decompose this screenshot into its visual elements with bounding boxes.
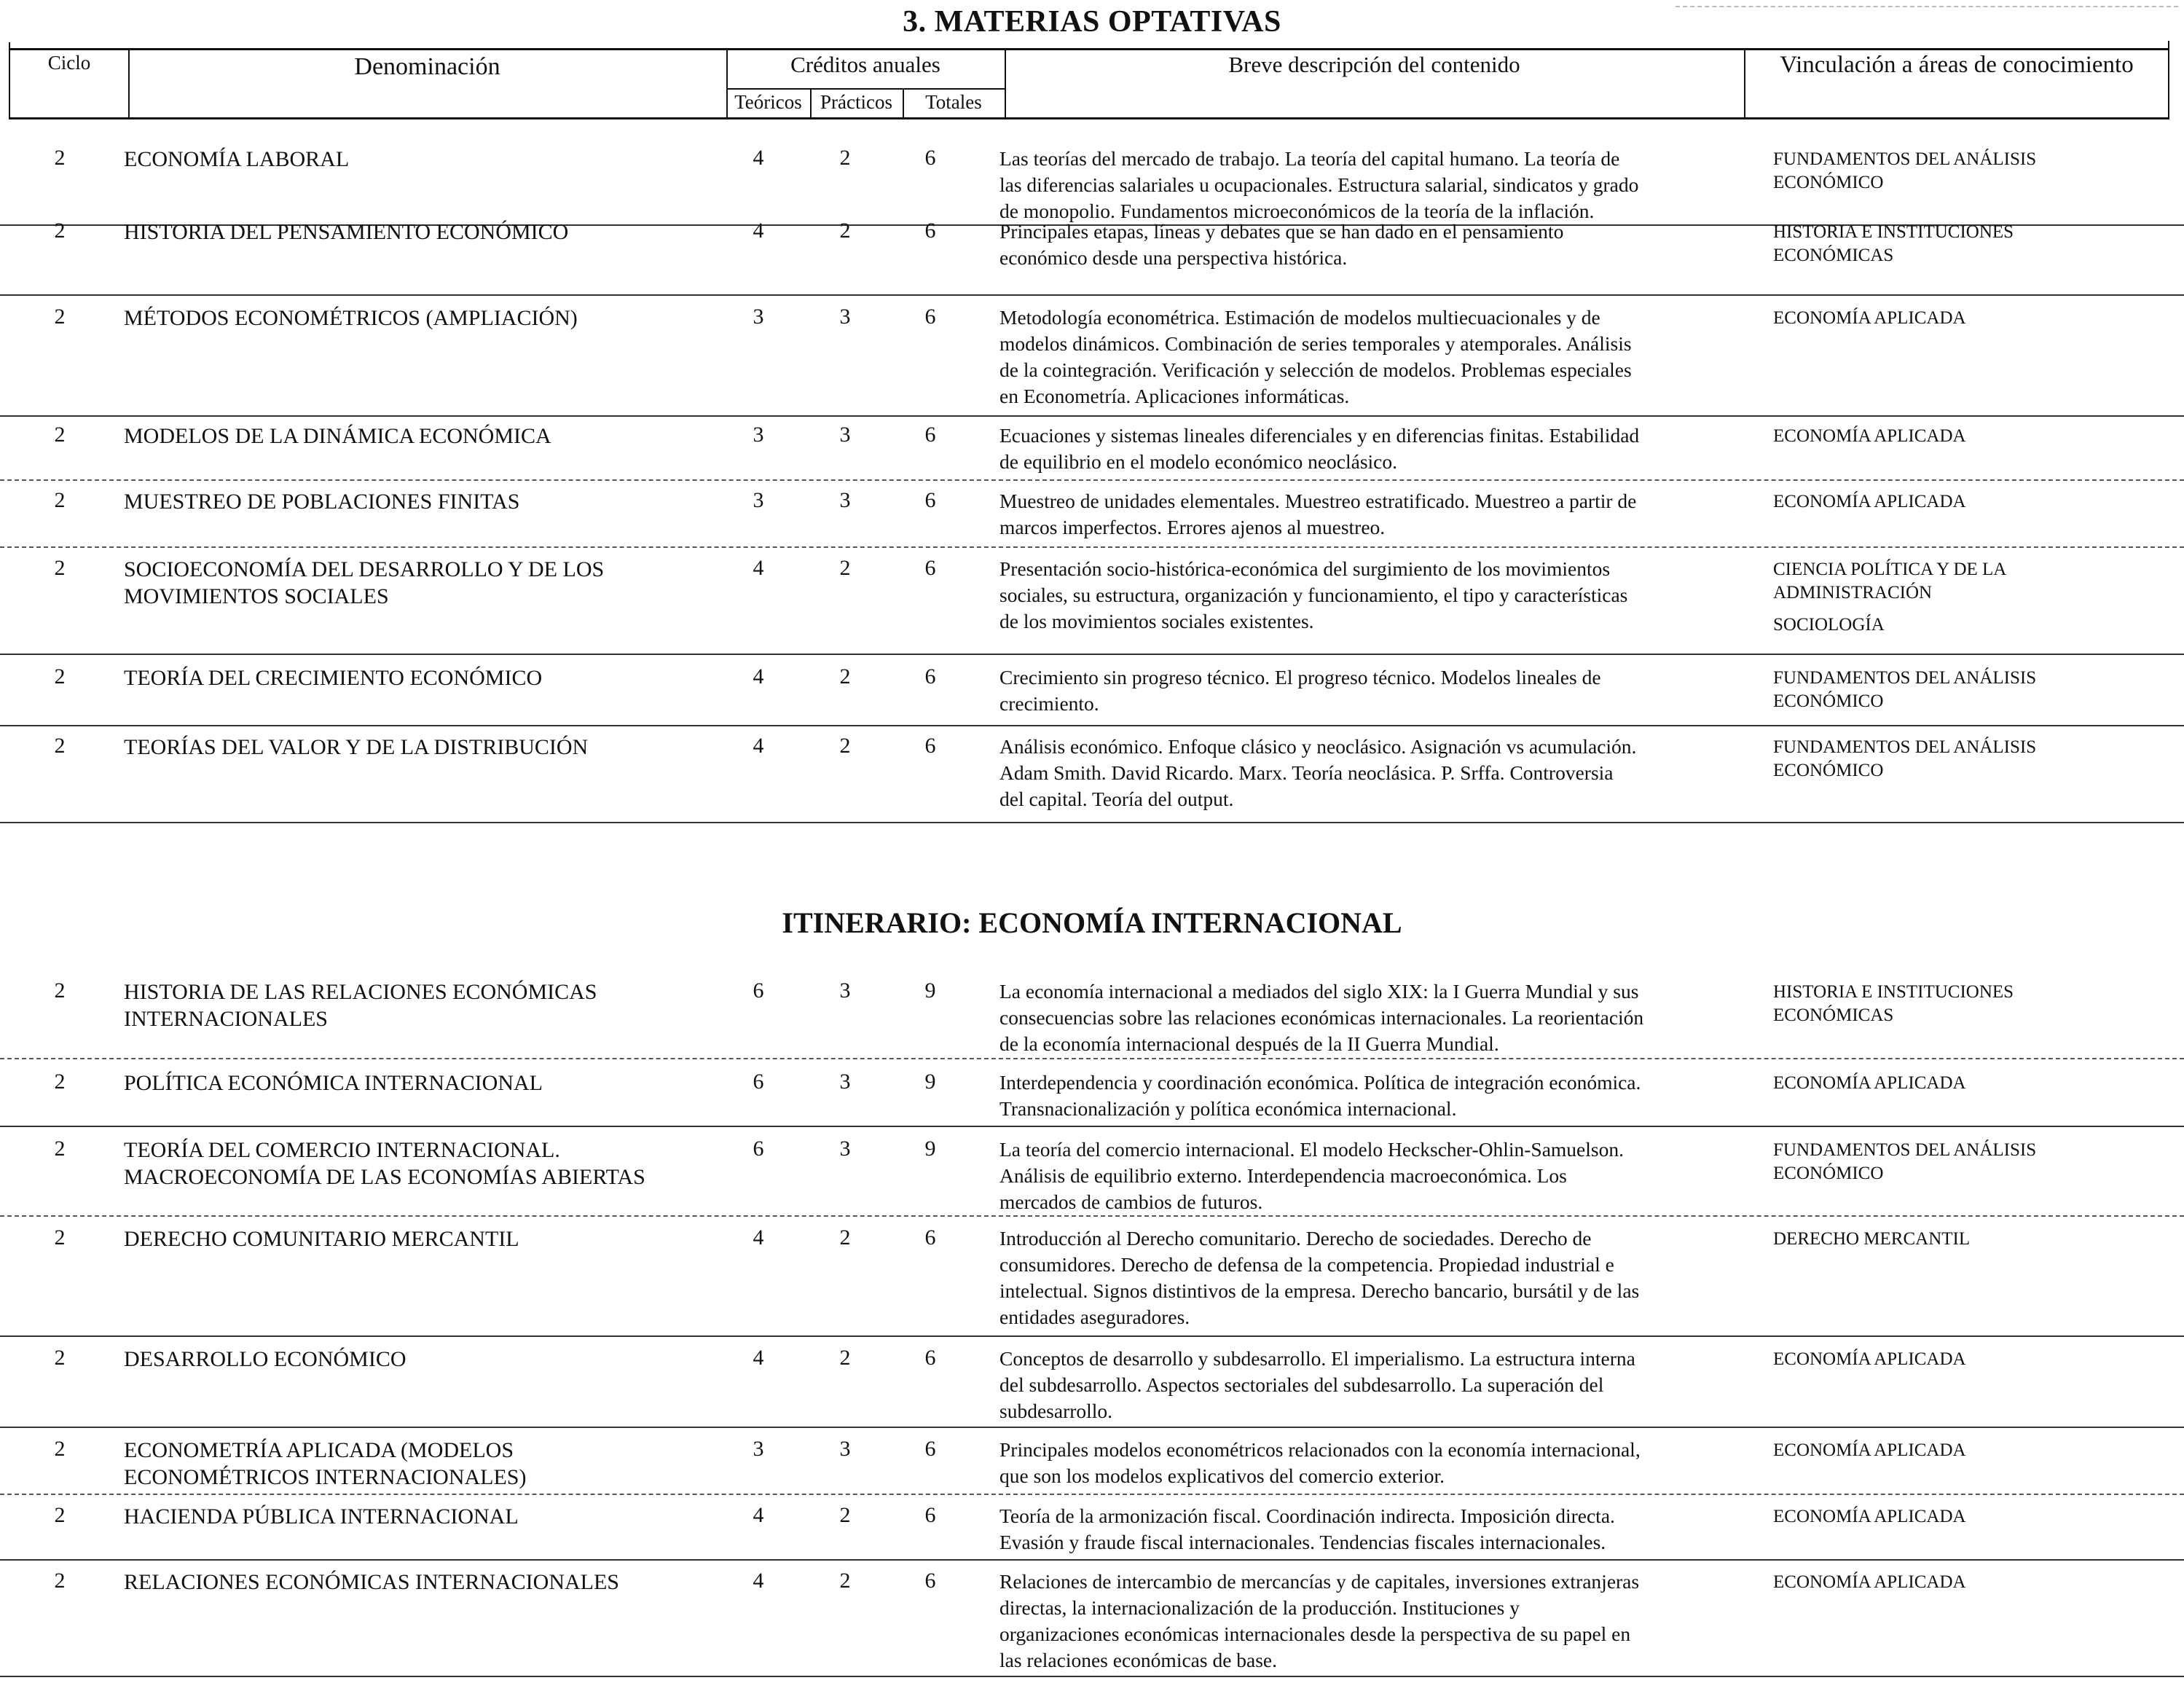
denominacion-line: POLÍTICA ECONÓMICA INTERNACIONAL <box>124 1071 543 1095</box>
ciclo-cell: 2 <box>54 1137 66 1161</box>
practicos-cell: 2 <box>839 146 851 170</box>
area-cell <box>1773 307 2152 330</box>
descripcion-line: directas, la internacionalización de la producción. Instituciones y <box>999 1596 1520 1619</box>
row-separator <box>0 822 2184 823</box>
practicos-cell: 2 <box>839 734 851 758</box>
totales-cell: 6 <box>924 1225 936 1250</box>
practicos-cell: 2 <box>839 1346 851 1370</box>
row-separator <box>0 294 2184 296</box>
descripcion-line: La teoría del comercio internacional. El modelo Heckscher-Ohlin-Samuelson. <box>999 1138 1624 1161</box>
ciclo-cell: 2 <box>54 423 66 447</box>
ciclo-cell: 2 <box>54 1225 66 1250</box>
area-line: ECONOMÍA APLICADA <box>1773 1572 1966 1592</box>
denominacion-line: HACIENDA PÚBLICA INTERNACIONAL <box>124 1504 519 1529</box>
descripcion-cell <box>999 664 1743 717</box>
descripcion-cell <box>999 1225 1743 1330</box>
header-corner-tick <box>2168 41 2169 52</box>
descripcion-line: Presentación socio-histórica-económica del surgimiento de los movimientos <box>999 557 1611 580</box>
denominacion-cell <box>124 1503 707 1530</box>
area-cell <box>1773 1439 2152 1462</box>
denominacion-line: TEORÍA DEL COMERCIO INTERNACIONAL. <box>124 1138 560 1162</box>
table-header <box>9 48 2169 119</box>
denominacion-line: MOVIMIENTOS SOCIALES <box>124 584 389 608</box>
area-line: HISTORIA E INSTITUCIONES <box>1773 982 2014 1002</box>
row-separator <box>0 1559 2184 1561</box>
teoricos-cell: 4 <box>753 556 764 580</box>
descripcion-cell <box>999 1346 1743 1424</box>
area-cell <box>1773 1228 2152 1251</box>
descripcion-line: Ecuaciones y sistemas lineales diferenciales y en diferencias finitas. Estabilidad <box>999 424 1640 447</box>
practicos-cell: 2 <box>839 1569 851 1593</box>
row-separator <box>0 654 2184 655</box>
totales-cell: 6 <box>924 664 936 688</box>
practicos-cell: 3 <box>839 423 851 447</box>
descripcion-line: las diferencias salariales u ocupacionales. Estructura salarial, sindicatos y grado <box>999 173 1639 196</box>
area-line: ECONOMÍA APLICADA <box>1773 426 1966 446</box>
practicos-cell: 2 <box>839 664 851 688</box>
descripcion-cell <box>999 1137 1743 1215</box>
descripcion-line: Principales modelos econométricos relacionados con la economía internacional, <box>999 1438 1641 1461</box>
totales-cell: 6 <box>924 146 936 170</box>
denominacion-line: HISTORIA DE LAS RELACIONES ECONÓMICAS <box>124 980 597 1004</box>
area-line: ECONOMÍA APLICADA <box>1773 1073 1966 1093</box>
area-line: ECONÓMICAS <box>1773 246 1894 265</box>
practicos-cell: 2 <box>839 1503 851 1527</box>
totales-cell: 6 <box>924 556 936 580</box>
ciclo-cell: 2 <box>54 556 66 580</box>
descripcion-line: de monopolio. Fundamentos microeconómicos de la teoría de la inflación. <box>999 200 1595 222</box>
area-cell <box>1773 736 2152 782</box>
teoricos-cell: 3 <box>753 423 764 447</box>
denominacion-line: TEORÍA DEL CRECIMIENTO ECONÓMICO <box>124 666 543 690</box>
practicos-cell: 3 <box>839 1437 851 1461</box>
denominacion-cell <box>124 1569 707 1596</box>
area-cell <box>1773 667 2152 713</box>
descripcion-line: intelectual. Signos distintivos de la empresa. Derecho bancario, bursátil y de las <box>999 1279 1640 1302</box>
area-cell <box>1773 981 2152 1027</box>
area-cell <box>1773 1139 2152 1185</box>
totales-cell: 9 <box>924 978 936 1003</box>
practicos-cell: 2 <box>839 219 851 243</box>
row-separator <box>0 1058 2184 1059</box>
teoricos-cell: 3 <box>753 1437 764 1461</box>
area-line: FUNDAMENTOS DEL ANÁLISIS <box>1773 737 2037 757</box>
descripcion-line: Relaciones de intercambio de mercancías y de capitales, inversiones extranjeras <box>999 1570 1640 1593</box>
teoricos-cell: 4 <box>753 219 764 243</box>
denominacion-line: ECONOMÉTRICOS INTERNACIONALES) <box>124 1465 527 1489</box>
totales-cell: 6 <box>924 305 936 329</box>
denominacion-line: MODELOS DE LA DINÁMICA ECONÓMICA <box>124 424 551 448</box>
denominacion-cell <box>124 305 707 332</box>
area-line: ECONÓMICO <box>1773 761 1884 780</box>
row-separator <box>0 415 2184 417</box>
descripcion-cell <box>999 556 1743 635</box>
descripcion-line: Muestreo de unidades elementales. Muestreo estratificado. Muestreo a partir de <box>999 490 1637 512</box>
descripcion-line: Interdependencia y coordinación económica. Política de integración económica. <box>999 1071 1641 1094</box>
area-line: ECONOMÍA APLICADA <box>1773 492 1966 511</box>
ciclo-cell: 2 <box>54 305 66 329</box>
descripcion-cell <box>999 734 1743 812</box>
descripcion-cell <box>999 1503 1743 1556</box>
totales-cell: 6 <box>924 219 936 243</box>
teoricos-cell: 3 <box>753 305 764 329</box>
descripcion-line: consumidores. Derecho de defensa de la competencia. Propiedad industrial e <box>999 1253 1614 1276</box>
header-denominacion: Denominación <box>354 53 500 80</box>
denominacion-cell <box>124 488 707 515</box>
descripcion-line: de la cointegración. Verificación y selección de modelos. Problemas especiales <box>999 358 1632 381</box>
denominacion-line: INTERNACIONALES <box>124 1007 328 1031</box>
totales-cell: 6 <box>924 1569 936 1593</box>
denominacion-cell <box>124 1437 707 1491</box>
totales-cell: 6 <box>924 423 936 447</box>
descripcion-line: Evasión y fraude fiscal internacionales. Tendencias fiscales internacionales. <box>999 1531 1606 1553</box>
row-separator <box>0 1215 2184 1217</box>
totales-cell: 9 <box>924 1070 936 1094</box>
ciclo-cell: 2 <box>54 488 66 512</box>
row-separator <box>0 1676 2184 1677</box>
area-line: ADMINISTRACIÓN <box>1773 583 1933 603</box>
row-separator <box>0 1335 2184 1337</box>
totales-cell: 6 <box>924 1437 936 1461</box>
row-separator <box>0 546 2184 548</box>
header-vinculacion: Vinculación a áreas de conocimiento <box>1780 52 2134 78</box>
descripcion-line: Metodología econométrica. Estimación de modelos multiecuacionales y de <box>999 306 1600 329</box>
teoricos-cell: 4 <box>753 1225 764 1250</box>
teoricos-cell: 4 <box>753 1503 764 1527</box>
teoricos-cell: 4 <box>753 664 764 688</box>
descripcion-line: Conceptos de desarrollo y subdesarrollo. El imperialismo. La estructura interna <box>999 1347 1635 1370</box>
practicos-cell: 3 <box>839 305 851 329</box>
descripcion-line: del capital. Teoría del output. <box>999 788 1234 810</box>
area-line: HISTORIA E INSTITUCIONES <box>1773 222 2014 242</box>
descripcion-cell <box>999 1070 1743 1122</box>
ciclo-cell: 2 <box>54 1070 66 1094</box>
ciclo-cell: 2 <box>54 1569 66 1593</box>
descripcion-line: Crecimiento sin progreso técnico. El progreso técnico. Modelos lineales de <box>999 666 1601 688</box>
area-cell <box>1773 1505 2152 1529</box>
descripcion-line: Teoría de la armonización fiscal. Coordinación indirecta. Imposición directa. <box>999 1504 1615 1527</box>
descripcion-line: de los movimientos sociales existentes. <box>999 610 1314 632</box>
descripcion-cell <box>999 423 1743 475</box>
denominacion-line: RELACIONES ECONÓMICAS INTERNACIONALES <box>124 1570 619 1594</box>
ciclo-cell: 2 <box>54 219 66 243</box>
header-descripcion: Breve descripción del contenido <box>1228 52 1520 77</box>
teoricos-cell: 4 <box>753 146 764 170</box>
denominacion-line: ECONOMÍA LABORAL <box>124 147 350 171</box>
area-line: DERECHO MERCANTIL <box>1773 1229 1971 1249</box>
area-line: ECONOMÍA APLICADA <box>1773 1507 1966 1526</box>
totales-cell: 6 <box>924 488 936 512</box>
denominacion-line: DERECHO COMUNITARIO MERCANTIL <box>124 1227 519 1251</box>
descripcion-line: entidades aseguradores. <box>999 1306 1190 1328</box>
header-totales: Totales <box>925 91 982 113</box>
descripcion-line: en Econometría. Aplicaciones informáticas. <box>999 385 1350 407</box>
denominacion-cell <box>124 978 707 1032</box>
denominacion-cell <box>124 1070 707 1096</box>
ciclo-cell: 2 <box>54 1346 66 1370</box>
row-separator <box>0 479 2184 481</box>
header-subdivider <box>726 88 1005 90</box>
denominacion-line: MUESTREO DE POBLACIONES FINITAS <box>124 490 520 514</box>
descripcion-line: Principales etapas, líneas y debates que se han dado en el pensamiento <box>999 220 1564 243</box>
header-ciclo: Ciclo <box>47 52 91 74</box>
descripcion-line: Transnacionalización y política económica internacional. <box>999 1097 1457 1120</box>
descripcion-line: marcos imperfectos. Errores ajenos al muestreo. <box>999 516 1386 538</box>
teoricos-cell: 6 <box>753 1137 764 1161</box>
row-separator <box>0 725 2184 726</box>
area-line: ECONOMÍA APLICADA <box>1773 1440 1966 1460</box>
practicos-cell: 3 <box>839 488 851 512</box>
denominacion-cell <box>124 1346 707 1373</box>
section-title: ITINERARIO: ECONOMÍA INTERNACIONAL <box>782 906 1402 939</box>
area-line: FUNDAMENTOS DEL ANÁLISIS <box>1773 1140 2037 1160</box>
practicos-cell: 3 <box>839 1137 851 1161</box>
denominacion-line: DESARROLLO ECONÓMICO <box>124 1347 406 1371</box>
area-cell <box>1773 148 2152 195</box>
descripcion-line: La economía internacional a mediados del siglo XIX: la I Guerra Mundial y sus <box>999 980 1639 1003</box>
practicos-cell: 3 <box>839 978 851 1003</box>
area-cell <box>1773 490 2152 514</box>
denominacion-cell <box>124 1225 707 1252</box>
descripcion-cell <box>999 1437 1743 1489</box>
totales-cell: 9 <box>924 1137 936 1161</box>
descripcion-line: Introducción al Derecho comunitario. Derecho de sociedades. Derecho de <box>999 1227 1592 1250</box>
descripcion-line: Adam Smith. David Ricardo. Marx. Teoría neoclásica. P. Srffa. Controversia <box>999 761 1614 784</box>
area-line: SOCIOLOGÍA <box>1773 615 1885 635</box>
totales-cell: 6 <box>924 1503 936 1527</box>
area-line: ECONOMÍA APLICADA <box>1773 308 1966 328</box>
descripcion-line: organizaciones económicas internacionales desde la perspectiva de su papel en <box>999 1623 1631 1645</box>
ciclo-cell: 2 <box>54 978 66 1003</box>
row-separator <box>0 1126 2184 1127</box>
area-cell <box>1773 1072 2152 1095</box>
practicos-cell: 2 <box>839 1225 851 1250</box>
practicos-cell: 3 <box>839 1070 851 1094</box>
descripcion-line: modelos dinámicos. Combinación de series temporales y atemporales. Análisis <box>999 332 1632 355</box>
area-line: ECONÓMICO <box>1773 1164 1884 1183</box>
descripcion-cell <box>999 1569 1743 1674</box>
header-creditos: Créditos anuales <box>790 52 940 77</box>
ciclo-cell: 2 <box>54 146 66 170</box>
denominacion-line: TEORÍAS DEL VALOR Y DE LA DISTRIBUCIÓN <box>124 735 589 759</box>
descripcion-line: que son los modelos explicativos del comercio exterior. <box>999 1464 1445 1487</box>
area-line: FUNDAMENTOS DEL ANÁLISIS <box>1773 149 2037 169</box>
descripcion-line: crecimiento. <box>999 692 1099 715</box>
area-cell <box>1773 1348 2152 1371</box>
area-line: ECONOMÍA APLICADA <box>1773 1349 1966 1369</box>
descripcion-line: Las teorías del mercado de trabajo. La teoría del capital humano. La teoría de <box>999 147 1620 170</box>
denominacion-cell <box>124 664 707 691</box>
area-line: ECONÓMICO <box>1773 691 1884 711</box>
denominacion-line: ECONOMETRÍA APLICADA (MODELOS <box>124 1438 514 1462</box>
descripcion-line: de equilibrio en el modelo económico neoclásico. <box>999 450 1397 473</box>
teoricos-cell: 6 <box>753 1070 764 1094</box>
row-separator <box>0 1494 2184 1495</box>
descripcion-line: sociales, su estructura, organización y funcionamiento, el tipo y características <box>999 584 1628 606</box>
denominacion-cell <box>124 219 707 246</box>
row-separator <box>0 1427 2184 1428</box>
area-cell <box>1773 1571 2152 1594</box>
denominacion-line: HISTORIA DEL PENSAMIENTO ECONÓMICO <box>124 220 569 244</box>
descripcion-line: del subdesarrollo. Aspectos sectoriales del subdesarrollo. La superación del <box>999 1373 1604 1396</box>
page-title: 3. MATERIAS OPTATIVAS <box>903 5 1281 39</box>
descripcion-cell <box>999 488 1743 541</box>
area-line: ECONÓMICO <box>1773 173 1884 192</box>
denominacion-cell <box>124 1137 707 1190</box>
descripcion-line: económico desde una perspectiva histórica. <box>999 246 1348 269</box>
teoricos-cell: 3 <box>753 488 764 512</box>
area-line: FUNDAMENTOS DEL ANÁLISIS <box>1773 668 2037 688</box>
header-corner-tick <box>9 42 10 51</box>
descripcion-line: Análisis económico. Enfoque clásico y neoclásico. Asignación vs acumulación. <box>999 735 1637 758</box>
descripcion-line: Análisis de equilibrio externo. Interdependencia macroeconómica. Los <box>999 1164 1567 1187</box>
descripcion-line: mercados de cambios de futuros. <box>999 1190 1263 1213</box>
header-practicos: Prácticos <box>820 91 892 113</box>
ciclo-cell: 2 <box>54 1503 66 1527</box>
area-cell <box>1773 425 2152 448</box>
denominacion-line: MÉTODOS ECONOMÉTRICOS (AMPLIACIÓN) <box>124 306 578 330</box>
denominacion-cell <box>124 734 707 761</box>
denominacion-cell <box>124 556 707 610</box>
area-cell <box>1773 558 2152 637</box>
teoricos-cell: 4 <box>753 1569 764 1593</box>
area-line: ECONÓMICAS <box>1773 1005 1894 1025</box>
descripcion-line: subdesarrollo. <box>999 1400 1113 1422</box>
teoricos-cell: 6 <box>753 978 764 1003</box>
denominacion-line: SOCIOECONOMÍA DEL DESARROLLO Y DE LOS <box>124 557 605 581</box>
denominacion-line: MACROECONOMÍA DE LAS ECONOMÍAS ABIERTAS <box>124 1165 645 1189</box>
descripcion-cell <box>999 219 1743 271</box>
descripcion-line: de la economía internacional después de la II Guerra Mundial. <box>999 1032 1499 1055</box>
teoricos-cell: 4 <box>753 1346 764 1370</box>
area-cell <box>1773 221 2152 267</box>
practicos-cell: 2 <box>839 556 851 580</box>
descripcion-cell <box>999 146 1743 224</box>
ciclo-cell: 2 <box>54 1437 66 1461</box>
totales-cell: 6 <box>924 1346 936 1370</box>
teoricos-cell: 4 <box>753 734 764 758</box>
descripcion-cell <box>999 978 1743 1057</box>
area-line: CIENCIA POLÍTICA Y DE LA <box>1773 560 2007 579</box>
descripcion-cell <box>999 305 1743 409</box>
totales-cell: 6 <box>924 734 936 758</box>
ciclo-cell: 2 <box>54 664 66 688</box>
denominacion-cell <box>124 423 707 450</box>
ciclo-cell: 2 <box>54 734 66 758</box>
header-teoricos: Teóricos <box>734 91 802 113</box>
descripcion-line: las relaciones económicas de base. <box>999 1649 1278 1671</box>
descripcion-line: consecuencias sobre las relaciones económicas internacionales. La reorientación <box>999 1006 1644 1029</box>
denominacion-cell <box>124 146 707 173</box>
